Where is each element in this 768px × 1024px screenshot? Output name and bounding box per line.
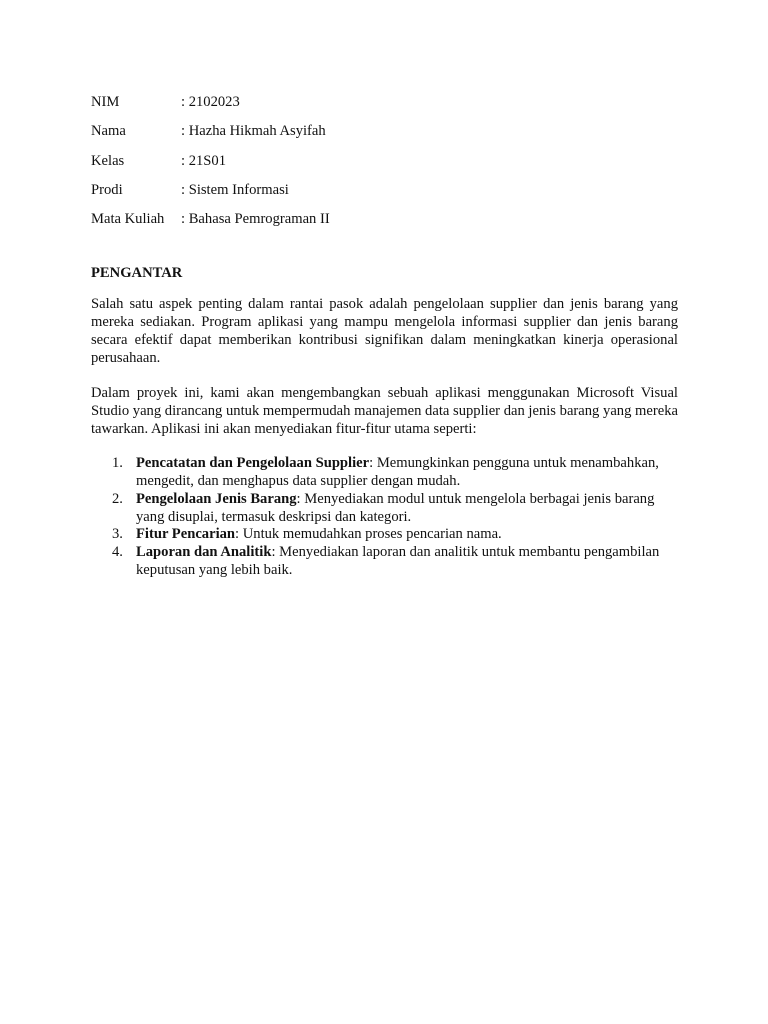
feature-body	[136, 526, 678, 544]
feature-description: : Memungkinkan pengguna untuk menambahkan, mengedit, dan menghapus data supplier dengan mudah.	[136, 455, 659, 490]
feature-description: : Menyediakan laporan dan analitik untuk membantu pengambilan keputusan yang lebih baik.	[136, 543, 660, 578]
feature-item	[91, 455, 678, 490]
feature-body	[136, 544, 678, 579]
info-value: : Sistem Informasi	[181, 181, 289, 198]
document-page	[91, 93, 678, 579]
info-row-mata-kuliah	[91, 210, 330, 239]
info-value: : 2102023	[181, 94, 240, 110]
section-title: PENGANTAR	[91, 265, 183, 282]
feature-term: Pencatatan dan Pengelolaan Supplier	[136, 455, 370, 472]
feature-number: 1.	[112, 455, 123, 472]
feature-body	[136, 491, 678, 526]
feature-body	[136, 455, 678, 490]
feature-item	[91, 544, 678, 579]
feature-item	[91, 526, 678, 544]
info-value: : 21S01	[181, 152, 227, 169]
project-paragraph: Dalam proyek ini, kami akan mengembangkan sebuah aplikasi menggunakan Microsoft Visual Studio yang dirancang untuk mempermudah manajemen data supplier dan jenis barang yang mereka tawarkan. Aplikasi ini akan menyediakan fitur-fitur utama seperti:	[91, 385, 678, 437]
feature-list	[91, 455, 678, 579]
info-row-prodi	[91, 181, 330, 210]
feature-number: 3.	[112, 526, 123, 543]
info-value: : Hazha Hikmah Asyifah	[181, 123, 326, 140]
student-info-table	[91, 93, 330, 239]
feature-number: 4.	[112, 543, 123, 560]
feature-term: Laporan dan Analitik	[136, 543, 272, 560]
feature-term: Pengelolaan Jenis Barang	[136, 490, 297, 507]
info-row-kelas	[91, 152, 330, 181]
feature-item	[91, 491, 678, 526]
info-label: Mata Kuliah	[91, 211, 165, 228]
info-label: NIM	[91, 94, 120, 110]
intro-paragraph: Salah satu aspek penting dalam rantai pasok adalah pengelolaan supplier dan jenis barang yang mereka sediakan. Program aplikasi yang mampu mengelola informasi supplier dan jenis barang secara efektif dapat memberikan kontribusi signifikan dalam meningkatkan kinerja operasional perusahaan.	[91, 296, 678, 366]
feature-number: 2.	[112, 490, 123, 507]
info-label: Kelas	[91, 152, 125, 169]
feature-term: Fitur Pencarian	[136, 526, 236, 543]
feature-description: : Menyediakan modul untuk mengelola berbagai jenis barang yang disuplai, termasuk deskripsi dan kategori.	[136, 490, 655, 525]
info-row-nama	[91, 122, 330, 151]
info-row-nim	[91, 93, 330, 122]
feature-description: : Untuk memudahkan proses pencarian nama.	[235, 526, 502, 543]
info-label: Nama	[91, 123, 126, 140]
info-value: : Bahasa Pemrograman II	[181, 211, 330, 228]
info-label: Prodi	[91, 181, 123, 198]
